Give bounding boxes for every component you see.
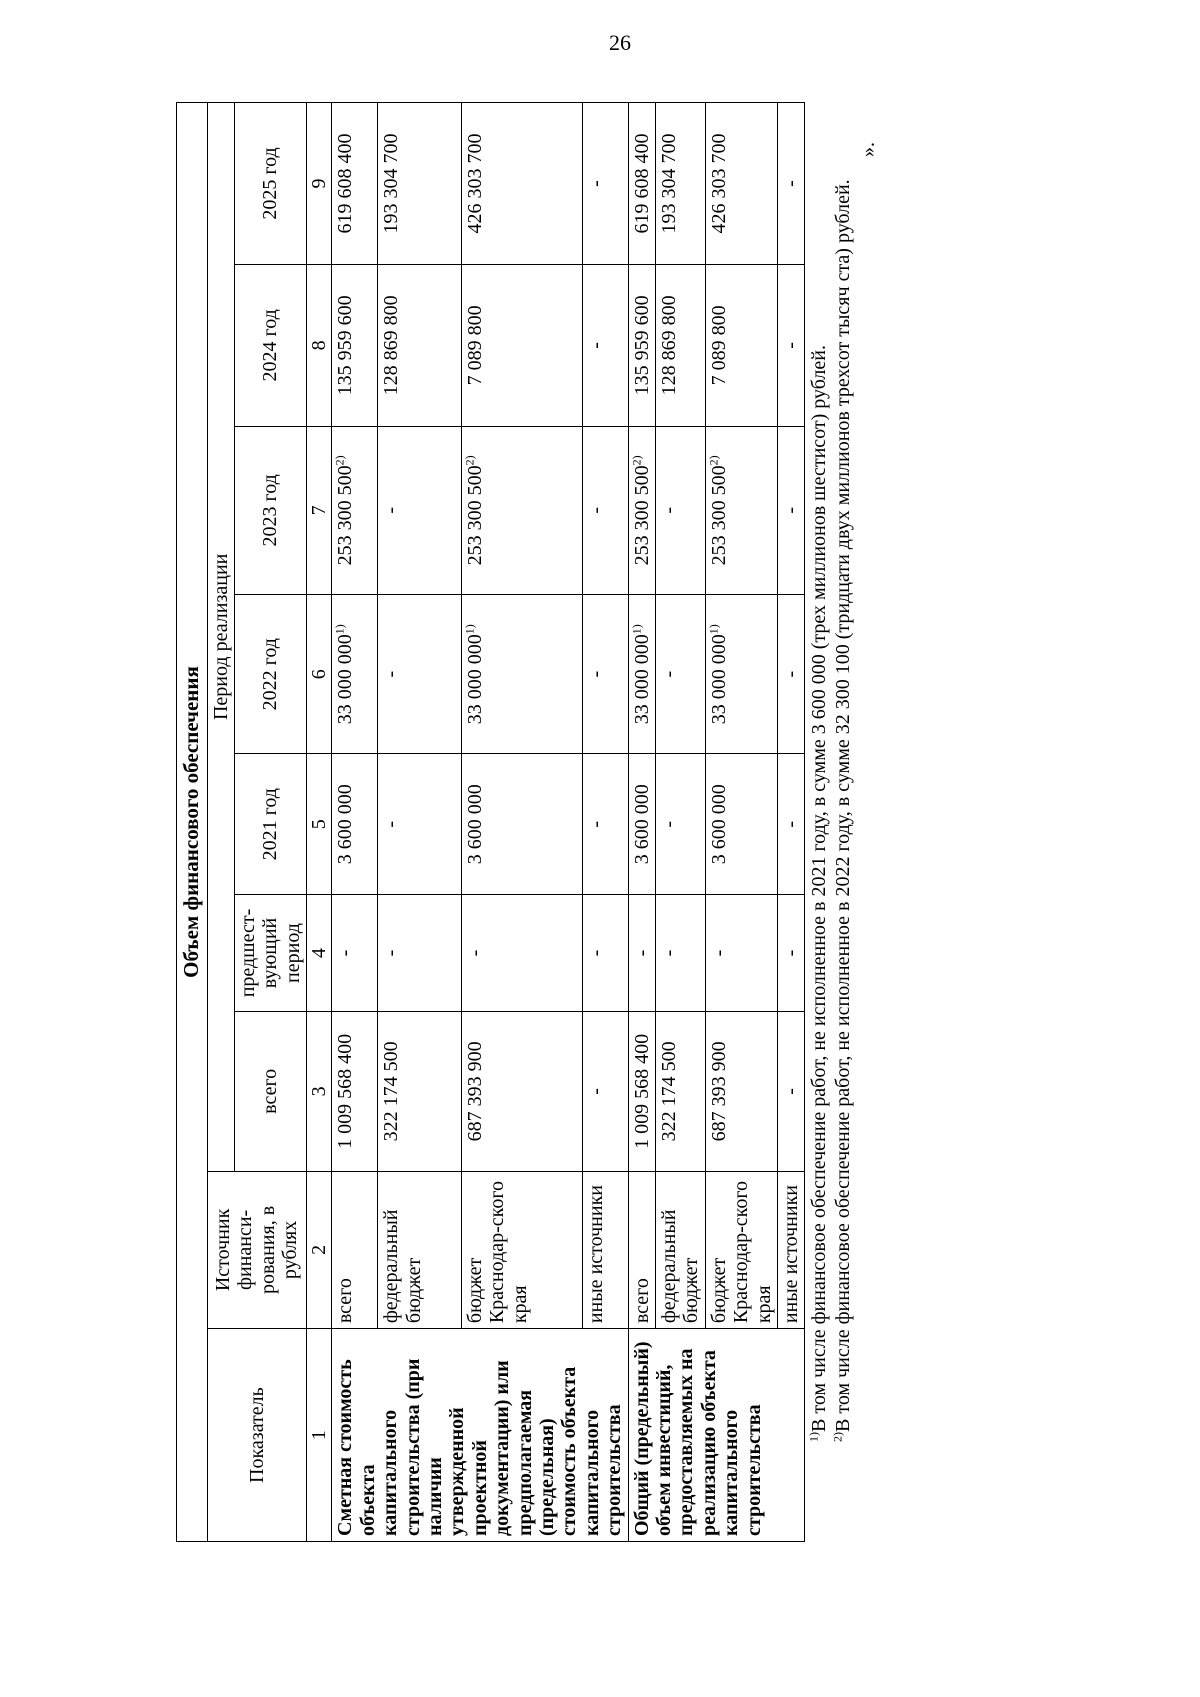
header-indicator: Показатель: [207, 1329, 307, 1542]
table-row: [582, 103, 628, 1542]
year-2022-cell: 33 000 000$^{1)}$: [628, 594, 655, 754]
previous-period-cell: -: [628, 894, 655, 1011]
year-2023-cell: -: [655, 426, 705, 594]
year-2025-cell: 193 304 700: [378, 103, 461, 265]
year-2024-cell: 7 089 800: [461, 264, 582, 426]
year-2021-cell: 3 600 000: [461, 754, 582, 894]
year-2022-cell: -: [655, 594, 705, 754]
header-2023: 2023 год: [234, 426, 306, 594]
source-cell: федеральный бюджет: [378, 1171, 461, 1329]
year-2021-cell: -: [777, 754, 804, 894]
year-2024-cell: -: [582, 264, 628, 426]
footnote-mark: 1): [706, 624, 721, 635]
table-row: [461, 103, 582, 1542]
source-cell: всего: [332, 1171, 378, 1329]
year-2024-cell: 128 869 800: [378, 264, 461, 426]
year-2023-cell: 253 300 500$^{2)}$: [705, 426, 777, 594]
total-cell: 1 009 568 400: [628, 1012, 655, 1172]
total-cell: 322 174 500: [378, 1012, 461, 1172]
year-2023-cell: -: [378, 426, 461, 594]
header-2021: 2021 год: [234, 754, 306, 894]
source-cell: иные источники: [582, 1171, 628, 1329]
closing-quote: ».: [857, 142, 880, 157]
year-2025-cell: 426 303 700: [461, 103, 582, 265]
year-2023-cell: 253 300 500$^{2)}$: [332, 426, 378, 594]
header-2025: 2025 год: [234, 103, 306, 265]
column-number: 9: [307, 103, 332, 265]
year-2025-cell: 426 303 700: [705, 103, 777, 265]
column-number: 5: [307, 754, 332, 894]
header-total: всего: [234, 1012, 306, 1172]
header-source: Источник финанси-рования, в рублях: [207, 1171, 307, 1329]
year-2021-cell: 3 600 000: [628, 754, 655, 894]
table-title: Объем финансового обеспечения: [177, 103, 208, 1542]
footnote-mark: 2): [628, 455, 643, 466]
source-cell: бюджет Краснодар-ского края: [461, 1171, 582, 1329]
year-2022-cell: 33 000 000$^{1)}$: [461, 594, 582, 754]
footnote-1: $^{1)}$В том числе финансовое обеспечение работ, не исполненное в 2021 году, в сумме 3 600 000 (трех миллионов шестисот) рублей.: [806, 345, 831, 1442]
year-2023-cell: 253 300 500$^{2)}$: [461, 426, 582, 594]
financing-table: [176, 102, 805, 1542]
previous-period-cell: -: [655, 894, 705, 1011]
total-cell: 687 393 900: [705, 1012, 777, 1172]
year-2023-cell: -: [582, 426, 628, 594]
source-cell: бюджет Краснодар-ского края: [705, 1171, 777, 1329]
footnote-mark: 1): [628, 624, 643, 635]
year-2021-cell: -: [655, 754, 705, 894]
total-cell: -: [582, 1012, 628, 1172]
header-2024: 2024 год: [234, 264, 306, 426]
previous-period-cell: -: [332, 894, 378, 1011]
column-number: 1: [307, 1329, 332, 1542]
table-row: [378, 103, 461, 1542]
year-2022-cell: 33 000 000$^{1)}$: [705, 594, 777, 754]
header-previous: предшест-вующий период: [234, 894, 306, 1011]
header-period: Период реализации: [207, 103, 234, 1172]
table-row: [332, 103, 378, 1542]
previous-period-cell: -: [705, 894, 777, 1011]
footnote-mark: 2): [332, 455, 347, 466]
year-2024-cell: 7 089 800: [705, 264, 777, 426]
column-number: 2: [307, 1171, 332, 1329]
total-cell: 687 393 900: [461, 1012, 582, 1172]
column-number: 6: [307, 594, 332, 754]
table-row: [705, 103, 777, 1542]
column-number: 4: [307, 894, 332, 1011]
previous-period-cell: -: [582, 894, 628, 1011]
year-2023-cell: 253 300 500$^{2)}$: [628, 426, 655, 594]
year-2022-cell: -: [777, 594, 804, 754]
footnote-mark: 2): [462, 455, 477, 466]
table-body: [332, 103, 805, 1542]
year-2024-cell: 128 869 800: [655, 264, 705, 426]
footnote-mark: 1): [462, 624, 477, 635]
footnote-mark: 2): [706, 455, 721, 466]
indicator-cell: Сметная стоимость объекта капитального строительства (при наличии утвержденной проектной документации) или предполагаемая (предельная) стоимость объекта капитального строительства: [332, 1329, 628, 1542]
year-2023-cell: -: [777, 426, 804, 594]
year-2024-cell: 135 959 600: [332, 264, 378, 426]
year-2024-cell: -: [777, 264, 804, 426]
source-cell: федеральный бюджет: [655, 1171, 705, 1329]
year-2025-cell: -: [777, 103, 804, 265]
footnotes: [808, 82, 855, 1542]
year-2024-cell: 135 959 600: [628, 264, 655, 426]
year-2022-cell: -: [582, 594, 628, 754]
year-2025-cell: 619 608 400: [628, 103, 655, 265]
column-number-row: [307, 103, 332, 1542]
year-2021-cell: -: [378, 754, 461, 894]
rotated-document: [176, 82, 1044, 1542]
year-2025-cell: -: [582, 103, 628, 265]
year-2025-cell: 619 608 400: [332, 103, 378, 265]
year-2021-cell: 3 600 000: [332, 754, 378, 894]
year-2025-cell: 193 304 700: [655, 103, 705, 265]
total-cell: 1 009 568 400: [332, 1012, 378, 1172]
source-cell: иные источники: [777, 1171, 804, 1329]
year-2022-cell: 33 000 000$^{1)}$: [332, 594, 378, 754]
column-number: 7: [307, 426, 332, 594]
table-row: [777, 103, 804, 1542]
header-2022: 2022 год: [234, 594, 306, 754]
year-2022-cell: -: [378, 594, 461, 754]
source-cell: всего: [628, 1171, 655, 1329]
table-row: [628, 103, 655, 1542]
previous-period-cell: -: [777, 894, 804, 1011]
year-2021-cell: -: [582, 754, 628, 894]
footnote-mark: 1): [332, 624, 347, 635]
indicator-cell: Общий (предельный) объем инвестиций, предоставляемых на реализацию объекта капитального строительства: [628, 1329, 805, 1542]
previous-period-cell: -: [378, 894, 461, 1011]
column-number: 8: [307, 264, 332, 426]
column-number: 3: [307, 1012, 332, 1172]
year-2021-cell: 3 600 000: [705, 754, 777, 894]
total-cell: -: [777, 1012, 804, 1172]
footnote-2: $^{2)}$В том числе финансовое обеспечение работ, не исполненное в 2022 году, в сумме 32 300 100 (тридцати двух миллионов трехсот тысяч ста) рублей.: [830, 179, 854, 1442]
page-number: 26: [609, 30, 631, 55]
total-cell: 322 174 500: [655, 1012, 705, 1172]
previous-period-cell: -: [461, 894, 582, 1011]
table-row: [655, 103, 705, 1542]
